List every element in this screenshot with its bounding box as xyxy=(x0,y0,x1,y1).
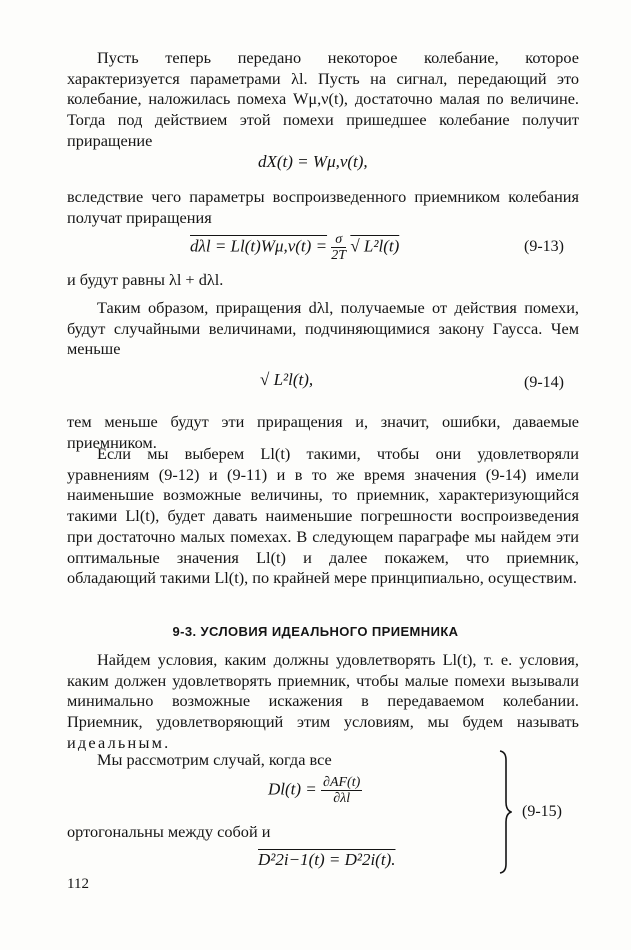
equation-dx: dX(t) = Wμ,ν(t), xyxy=(258,152,368,171)
d-l-numerator: ∂AF(t) xyxy=(323,775,361,790)
paragraph-conditions xyxy=(67,650,579,754)
equation-d-equal: D²2i−1(t) = D²2i(t). xyxy=(258,850,396,869)
paragraph-conditions-text: Найдем условия, каким должны удовлетворять Ll(t), т. е. условия, каким должен удовлетворять приемник, чтобы малые помехи вызывали минимально возможные искажения в передаваемом колебании. Приемник, удовлетворяющий этим условиям, мы будем называть xyxy=(67,650,579,732)
paragraph-errors: тем меньше будут эти приращения и, значит, ошибки, даваемые приемником. xyxy=(67,412,579,452)
spaced-term-ideal: идеальным. xyxy=(67,732,171,752)
equation-d-l-lhs: Dl(t) = xyxy=(268,779,317,799)
equation-9-13 xyxy=(190,232,399,263)
paragraph-intro: Пусть теперь передано некоторое колебание, которое характеризуется параметрами λl. Пусть на сигнал, передающий это колебание, наложилась помеха Wμ,ν(t), достаточно малая по величине. Тогда под действием этой помехи пришедшее колебание получит приращение xyxy=(67,48,579,150)
paragraph-gauss: Таким образом, приращения dλl, получаемые от действия помехи, будут случайными величинами, подчиняющимися закону Гаусса. Чем меньше xyxy=(67,298,579,359)
section-heading: 9-3. УСЛОВИЯ ИДЕАЛЬНОГО ПРИЕМНИКА xyxy=(172,624,459,639)
d-l-denominator: ∂λl xyxy=(333,791,351,806)
equation-label-9-13: (9-13) xyxy=(524,238,564,255)
paragraph-increments: вследствие чего параметры воспроизведенного приемником колебания получат приращения xyxy=(67,187,579,227)
fraction-numerator: σ xyxy=(331,232,346,248)
equation-d-l xyxy=(268,775,362,806)
paragraph-case: Мы рассмотрим случай, когда все xyxy=(97,750,332,769)
equation-d-l-fraction xyxy=(321,775,362,806)
equation-9-13-lhs: dλl = Ll(t)Wμ,ν(t) = xyxy=(190,236,328,256)
right-brace-icon xyxy=(498,750,512,874)
equation-9-14: √ L²l(t), xyxy=(260,370,314,389)
paragraph-orthogonal: ортогональны между собой и xyxy=(67,822,271,841)
page-number: 112 xyxy=(67,876,89,892)
equation-label-9-15: (9-15) xyxy=(522,803,562,820)
paragraph-equal: и будут равны λl + dλl. xyxy=(67,270,224,289)
equation-9-13-root: √ L²l(t) xyxy=(350,236,400,256)
fraction-denominator: 2T xyxy=(331,248,347,263)
paragraph-optimal: Если мы выберем Ll(t) такими, чтобы они удовлетворяли уравнениям (9-12) и (9-11) и в то же время значения (9-14) имели наименьшие возможные величины, то приемник, характеризующийся такими Ll(t), будет давать наименьшие погрешности воспроизведения при достаточно малых помехах. В следующем параграфе мы найдем эти оптимальные значения Ll(t) и далее покажем, что приемник, обладающий такими Ll(t), по крайней мере принципиально, осуществим. xyxy=(67,444,579,588)
equation-label-9-14: (9-14) xyxy=(524,374,564,391)
equation-9-13-fraction xyxy=(331,232,346,263)
